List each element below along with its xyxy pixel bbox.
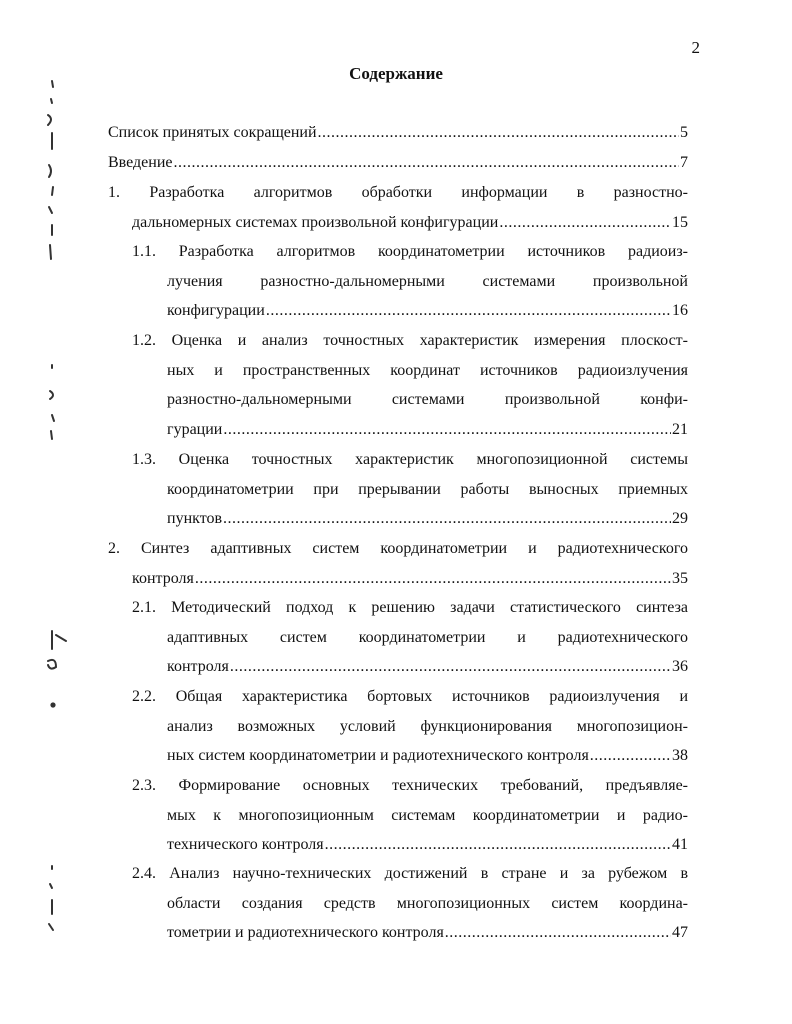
toc-entry-text: тометрии и радиотехнического контроля xyxy=(167,924,444,942)
toc-entry-1-1[interactable] xyxy=(132,237,688,326)
toc-entry-text: технического контроля xyxy=(167,836,324,854)
toc-entry-introduction[interactable] xyxy=(108,148,688,178)
toc-entry-text: 2.2. Общая характеристика бортовых источников радиоизлучения и xyxy=(132,688,688,705)
dot-leader xyxy=(230,652,671,682)
dot-leader xyxy=(223,504,671,534)
toc-entry-text: 2.3. Формирование основных технических требований, предъявляе- xyxy=(132,777,688,794)
toc-entry-chapter-2[interactable] xyxy=(108,534,688,593)
toc-page-number: 47 xyxy=(672,924,688,942)
toc-entry-2-2[interactable] xyxy=(132,682,688,771)
toc-entry-text: 1. Разработка алгоритмов обработки информации в разностно- xyxy=(108,184,688,201)
toc-entry-text: пунктов xyxy=(167,510,223,528)
toc-entry-text: адаптивных систем координатометрии и радиотехнического xyxy=(167,628,688,646)
toc-page-number: 5 xyxy=(680,124,688,141)
toc-entry-text: 1.2. Оценка и анализ точностных характеристик измерения плоскост- xyxy=(132,332,688,349)
toc-page-number: 41 xyxy=(672,836,688,854)
toc-entry-text: 2. Синтез адаптивных систем координатометрии и радиотехнического xyxy=(108,540,688,557)
toc-entry-text: конфигурации xyxy=(167,302,265,320)
toc-page-number: 16 xyxy=(672,302,688,320)
toc-entry-2-3[interactable] xyxy=(132,771,688,860)
dot-leader xyxy=(174,148,680,178)
dot-leader xyxy=(445,918,671,948)
page-number: 2 xyxy=(691,38,700,57)
toc-entry-2-4[interactable] xyxy=(132,859,688,948)
toc-page-number: 38 xyxy=(672,747,688,765)
margin-scribble-lower xyxy=(40,625,80,720)
toc-page-number: 15 xyxy=(672,213,688,231)
toc-entry-1-3[interactable] xyxy=(132,445,688,534)
toc-entry-chapter-1[interactable] xyxy=(108,178,688,237)
toc-entry-text: гурации xyxy=(167,420,223,438)
toc-entry-text: ных систем координатометрии и радиотехнического контроля xyxy=(167,747,589,765)
toc-entry-text: 1.1. Разработка алгоритмов координатометрии источников радиоиз- xyxy=(132,243,688,260)
toc-entry-text: мых к многопозиционным системам координатометрии и радио- xyxy=(167,806,688,824)
toc-page-number: 7 xyxy=(680,154,688,171)
toc-entry-text: ных и пространственных координат источников радиоизлучения xyxy=(167,361,688,379)
toc-entry-text: контроля xyxy=(167,658,229,676)
toc-entry-text: области создания средств многопозиционных систем координа- xyxy=(167,894,688,912)
toc-entry-1-2[interactable] xyxy=(132,326,688,444)
dot-leader xyxy=(590,741,671,771)
dot-leader xyxy=(195,564,671,594)
toc-entry-text: анализ возможных условий функционирования многопозицион- xyxy=(167,717,688,735)
margin-scribble-middle xyxy=(40,355,70,445)
dot-leader xyxy=(223,415,671,445)
toc-entry-text: Введение xyxy=(108,154,173,171)
margin-scribble-top xyxy=(40,75,80,265)
toc-page-number: 29 xyxy=(672,510,688,528)
toc-entry-text: Список принятых сокращений xyxy=(108,124,317,141)
toc-page-number: 36 xyxy=(672,658,688,676)
toc-entry-text: лучения разностно-дальномерными системами произвольной xyxy=(167,272,688,290)
toc-entry-abbreviations[interactable] xyxy=(108,118,688,148)
dot-leader xyxy=(499,208,671,238)
dot-leader xyxy=(325,830,671,860)
toc-entry-2-1[interactable] xyxy=(132,593,688,682)
dot-leader xyxy=(318,118,679,148)
toc-entry-text: разностно-дальномерными системами произвольной конфи- xyxy=(167,391,688,409)
toc-entry-text: 1.3. Оценка точностных характеристик многопозиционной системы xyxy=(132,451,688,468)
toc-entry-text: 2.1. Методический подход к решению задачи статистического синтеза xyxy=(132,599,688,616)
toc-entry-text: дальномерных системах произвольной конфигурации xyxy=(132,213,499,231)
dot-leader xyxy=(266,296,671,326)
toc-page-number: 21 xyxy=(672,420,688,438)
toc-page-number: 35 xyxy=(672,569,688,587)
toc-entry-text: 2.4. Анализ научно-технических достижений в стране и за рубежом в xyxy=(132,865,688,882)
toc-entry-text: контроля xyxy=(132,569,194,587)
margin-scribble-bottom xyxy=(40,860,70,940)
page-title: Содержание xyxy=(349,64,443,83)
toc-entry-text: координатометрии при прерывании работы выносных приемных xyxy=(167,480,688,498)
